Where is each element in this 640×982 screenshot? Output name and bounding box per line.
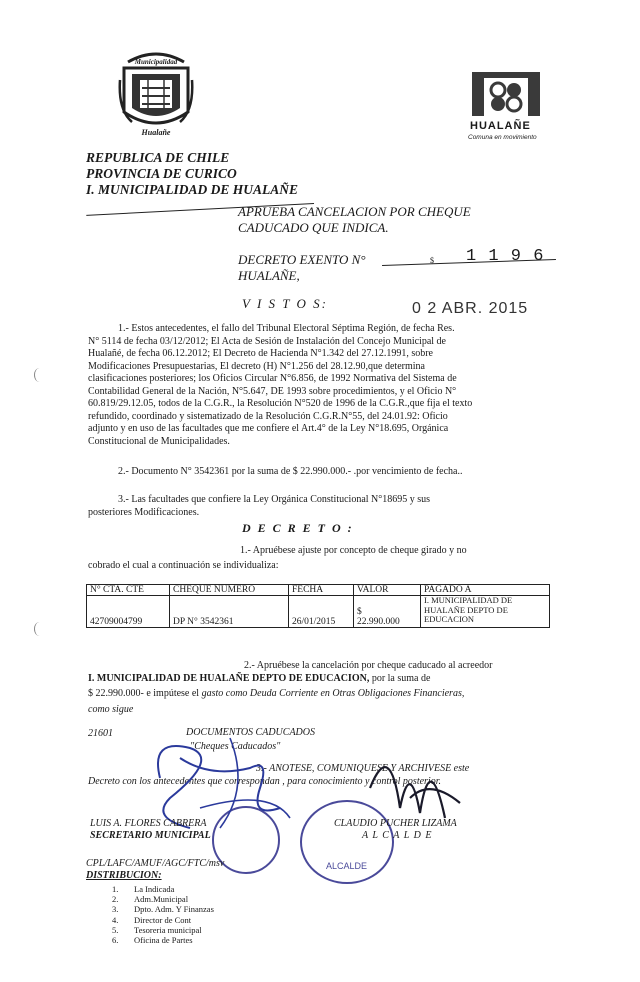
distribution-list [112,884,214,945]
initials: CPL/LAFC/AMUF/AGC/FTC/msv [86,858,225,869]
cheque-table-header [87,585,550,596]
date-stamp: 0 2 ABR. 2015 [412,300,529,317]
vistos-heading: V I S T O S: [242,296,328,311]
distribution-heading: DISTRIBUCION: [86,870,162,881]
list-item: 4. Director de Cont [112,914,192,925]
decree-number: 1 1 9 6 [466,247,545,266]
subject-line-2: CADUCADO QUE INDICA. [238,220,389,235]
crest-top-text: Municipalidad [134,58,178,66]
secretary-title: SECRETARIO MUNICIPAL [90,830,211,841]
brand-mark-icon [466,70,556,120]
decreto-paragraph-2d: como sigue [88,704,134,715]
col-cheque: CHEQUE NUMERO [170,585,289,596]
punch-hole-top [34,368,45,382]
decreto-heading: D E C R E T O : [242,521,354,535]
decreto-paragraph-1b: cobrado el cual a continuación se individualiza: [88,560,279,571]
decreto-paragraph-3b: Decreto con los antecedentes que correspondan , para conocimiento y control posterior. [88,776,441,787]
decreto-paragraph-1a: 1.- Apruébese ajuste por concepto de cheque girado y no [240,545,467,556]
budget-code-label: DOCUMENTOS CADUCADOS [186,727,315,738]
table-row [87,596,550,628]
decreto-paragraph-3: 3.- ANOTESE, COMUNIQUESE Y ARCHIVESE este [256,763,470,774]
col-valor: VALOR [354,585,421,596]
secretary-name: LUIS A. FLORES CABRERA [90,818,207,829]
header-republic: REPUBLICA DE CHILE [86,150,230,165]
vistos-paragraph-3: 3.- Las facultades que confiere la Ley Orgánica Constitucional N°18695 y sus posteriores Modificaciones. [88,494,431,518]
decree-city: HUALAÑE, [238,268,300,283]
mayor-seal-stamp: ALCALDE [300,800,394,884]
brand-name: HUALAÑE [470,120,531,132]
cell-cta: 42709004799 [87,596,170,628]
col-cta: N° CTA. CTE [87,585,170,596]
decreto-paragraph-2a: 2.- Apruébese la cancelación por cheque caducado al acreedor [244,660,493,671]
header-municipality: I. MUNICIPALIDAD DE HUALAÑE [86,182,299,197]
col-pagado: PAGADO A [421,585,550,596]
list-item: 1. La Indicada [112,884,175,894]
vistos-paragraph-1: 1.- Estos antecedentes, el fallo del Tribunal Electoral Séptima Región, de fecha Res. N° 5114 de fecha 03/12/2012; El Acta de Sesión de Instalación del Concejo Municipal de Hualañé, de fecha 06.12.2012; El Decreto de Hacienda N°1.342 del 27.12.1991, sobre Modificaciones Presupuestarias, El decreto (H) N°1.256 del 28.12.90,que determina clasificaciones posteriores; los Oficios Circular N°6.856, de 1992 Normativa del Sistema de Contabilidad General de la Nación, N°5.647, DE 1993 sobre procedimientos, y el Oficio N° 60.819/29.12.05, todos de la C.G.R., la Resolución N°520 de 1996 de la C.G.R.,que fija el texto refundido, coordinado y sistematizado de la Resolución C.G.R.N°55, del 24.01.92: Oficio adjunto y en uso de las facultades que me confiere el Art.4° de la Ley N°18.695, Orgánica Constitucional de Municipalidades. [88,323,473,447]
col-fecha: FECHA [289,585,354,596]
decreto-paragraph-2b: I. MUNICIPALIDAD DE HUALAÑE DEPTO DE EDUCACION, por la suma de [88,673,431,684]
brand-tagline: Comuna en movimiento [468,134,537,141]
punch-hole-bottom [34,622,45,636]
municipal-crest [118,50,194,142]
decreto-paragraph-2c: $ 22.990.000- e impútese el gasto como Deuda Corriente en Otras Obligaciones Financieras, [88,688,465,699]
mayor-name: CLAUDIO PUCHER LIZAMA [334,818,457,829]
cell-pagado: I. MUNICIPALIDAD DE HUALAÑE DEPTO DE EDUCACION [421,596,550,628]
cell-fecha: 26/01/2015 [289,596,354,628]
list-item: 5. Tesoreria municipal [112,924,202,935]
cell-cheque: DP N° 3542361 [170,596,289,628]
list-item: 2. Adm.Municipal [112,894,189,905]
list-item: 6. Oficina de Partes [112,935,193,946]
mayor-title: A L C A L D E [362,830,433,841]
cell-valor: $ 22.990.000 [354,596,421,628]
decree-number-prefix: $ [430,256,434,265]
hualane-brand-logo [466,70,556,160]
list-item: 3. Dpto. Adm. Y Finanzas [112,904,214,915]
budget-code: 21601 [88,728,113,739]
budget-code-sub: "Cheques Caducados" [190,741,281,752]
subject-line-1: APRUEBA CANCELACION POR CHEQUE [238,204,471,219]
decree-label: DECRETO EXENTO N° [238,252,366,267]
header-province: PROVINCIA DE CURICO [86,166,237,181]
crest-bottom-text: Hualañe [141,128,171,137]
vistos-paragraph-2: 2.- Documento N° 3542361 por la suma de $ 22.990.000.- .por vencimiento de fecha.. [118,466,463,477]
cheque-table [86,584,550,628]
